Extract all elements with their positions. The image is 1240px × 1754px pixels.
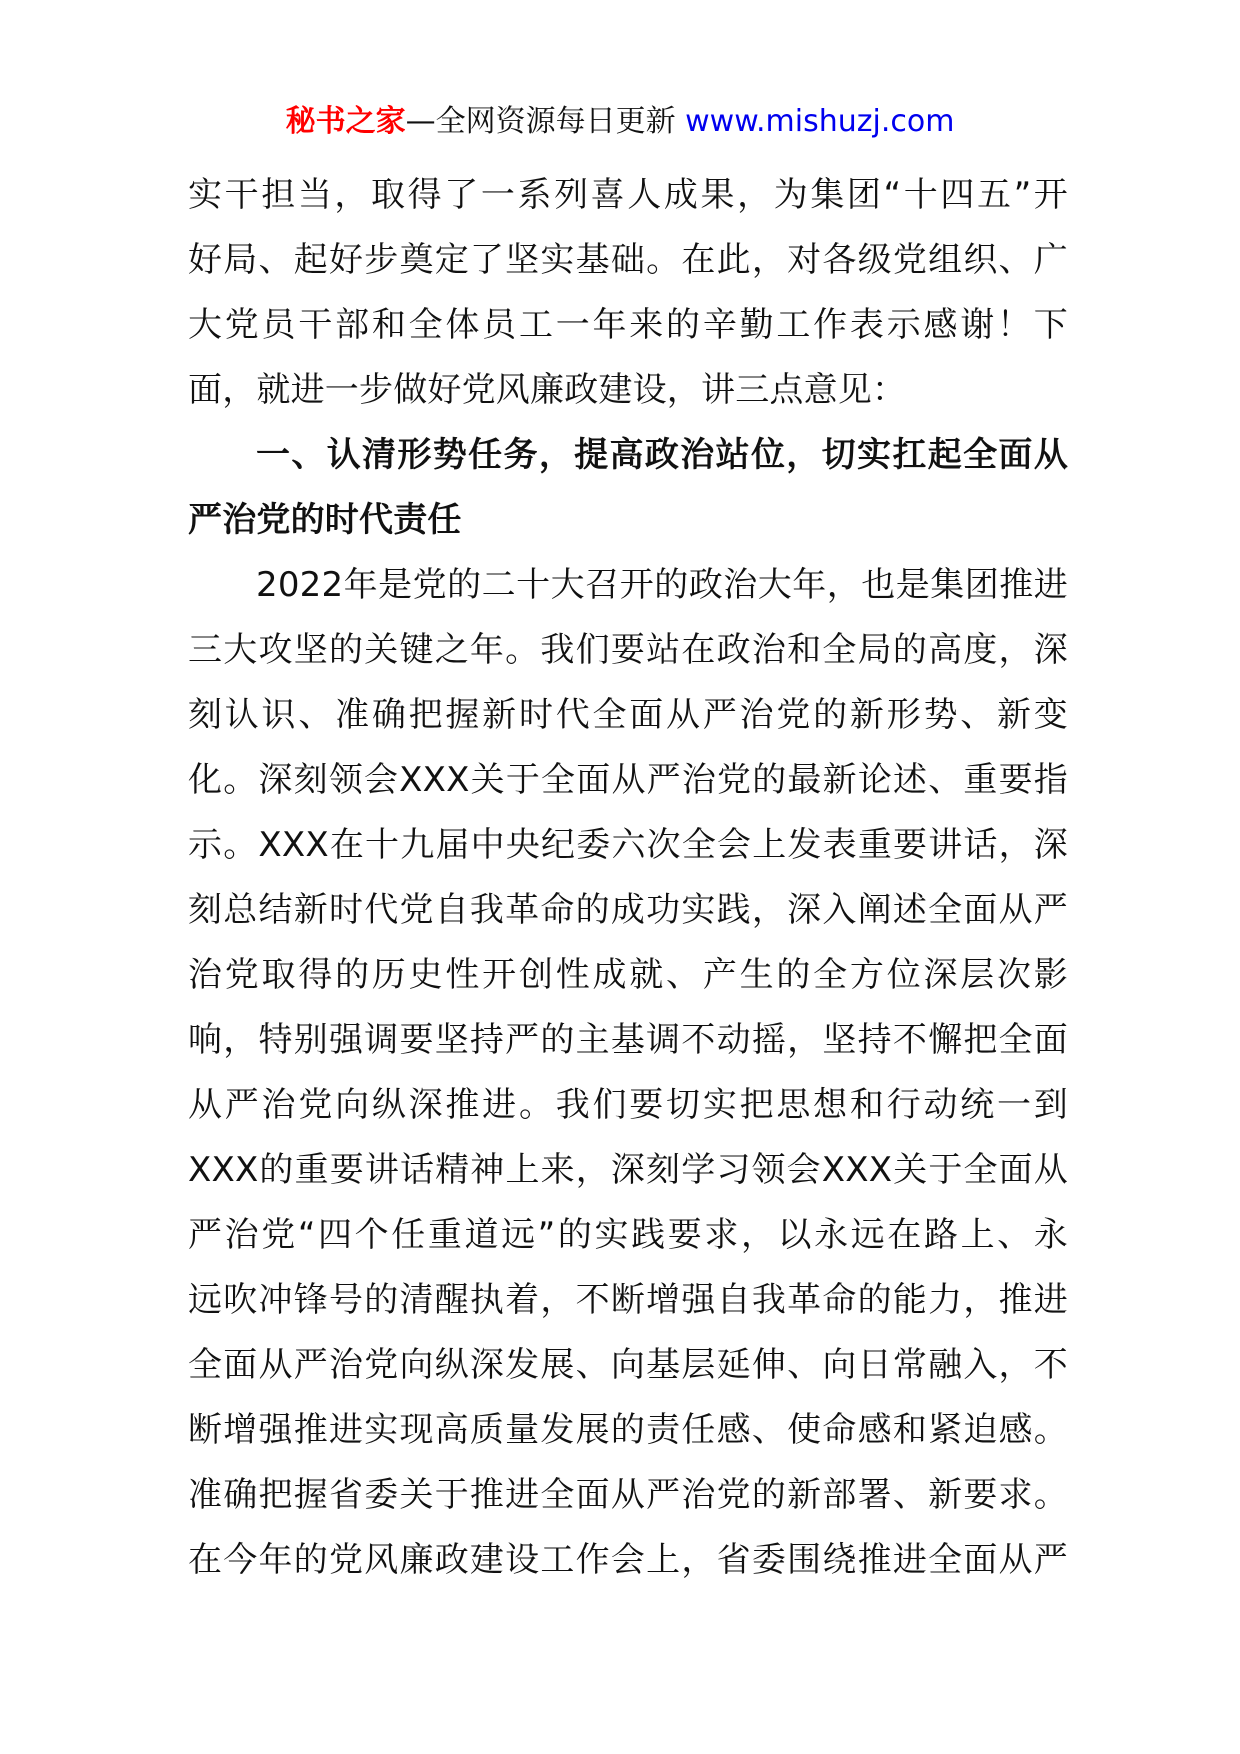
text-line: 好局、起好步奠定了坚实基础。在此，对各级党组织、广	[188, 240, 1068, 280]
text-line: 面，就进一步做好党风廉政建设，讲三点意见：	[188, 370, 907, 410]
section-heading-continued: 严治党的时代责任	[188, 500, 462, 540]
site-header	[0, 100, 1240, 144]
text-line: 刻总结新时代党自我革命的成功实践，深入阐述全面从严	[188, 890, 1068, 930]
text-line: XXX的重要讲话精神上来，深刻学习领会XXX关于全面从	[188, 1150, 1068, 1190]
text-line: 三大攻坚的关键之年。我们要站在政治和全局的高度，深	[188, 630, 1068, 670]
text-line: 刻认识、准确把握新时代全面从严治党的新形势、新变	[188, 695, 1068, 735]
text-line: 严治党“四个任重道远”的实践要求，以永远在路上、永	[188, 1215, 1068, 1255]
site-url-link[interactable]: www.mishuzj.com	[685, 104, 955, 139]
text-line: 治党取得的历史性开创性成就、产生的全方位深层次影	[188, 955, 1068, 995]
text-line: 全面从严治党向纵深发展、向基层延伸、向日常融入，不	[188, 1345, 1068, 1385]
text-line: 大党员干部和全体员工一年来的辛勤工作表示感谢！下	[188, 305, 1068, 345]
text-line: 2022年是党的二十大召开的政治大年，也是集团推进	[256, 565, 1068, 605]
text-line: 准确把握省委关于推进全面从严治党的新部署、新要求。	[188, 1475, 1068, 1515]
text-line: 实干担当，取得了一系列喜人成果，为集团“十四五”开	[188, 175, 1068, 215]
text-line: 化。深刻领会XXX关于全面从严治党的最新论述、重要指	[188, 760, 1068, 800]
text-line: 响，特别强调要坚持严的主基调不动摇，坚持不懈把全面	[188, 1020, 1068, 1060]
text-line: 断增强推进实现高质量发展的责任感、使命感和紧迫感。	[188, 1410, 1068, 1450]
text-line: 远吹冲锋号的清醒执着，不断增强自我革命的能力，推进	[188, 1280, 1068, 1320]
section-heading: 一、认清形势任务，提高政治站位，切实扛起全面从	[256, 435, 1068, 475]
brand-name: 秘书之家	[285, 104, 406, 139]
text-line: 示。XXX在十九届中央纪委六次全会上发表重要讲话，深	[188, 825, 1068, 865]
document-body	[188, 163, 1068, 1593]
header-tagline: —全网资源每日更新	[405, 104, 676, 139]
text-line: 在今年的党风廉政建设工作会上，省委围绕推进全面从严	[188, 1540, 1068, 1580]
text-line: 从严治党向纵深推进。我们要切实把思想和行动统一到	[188, 1085, 1068, 1125]
